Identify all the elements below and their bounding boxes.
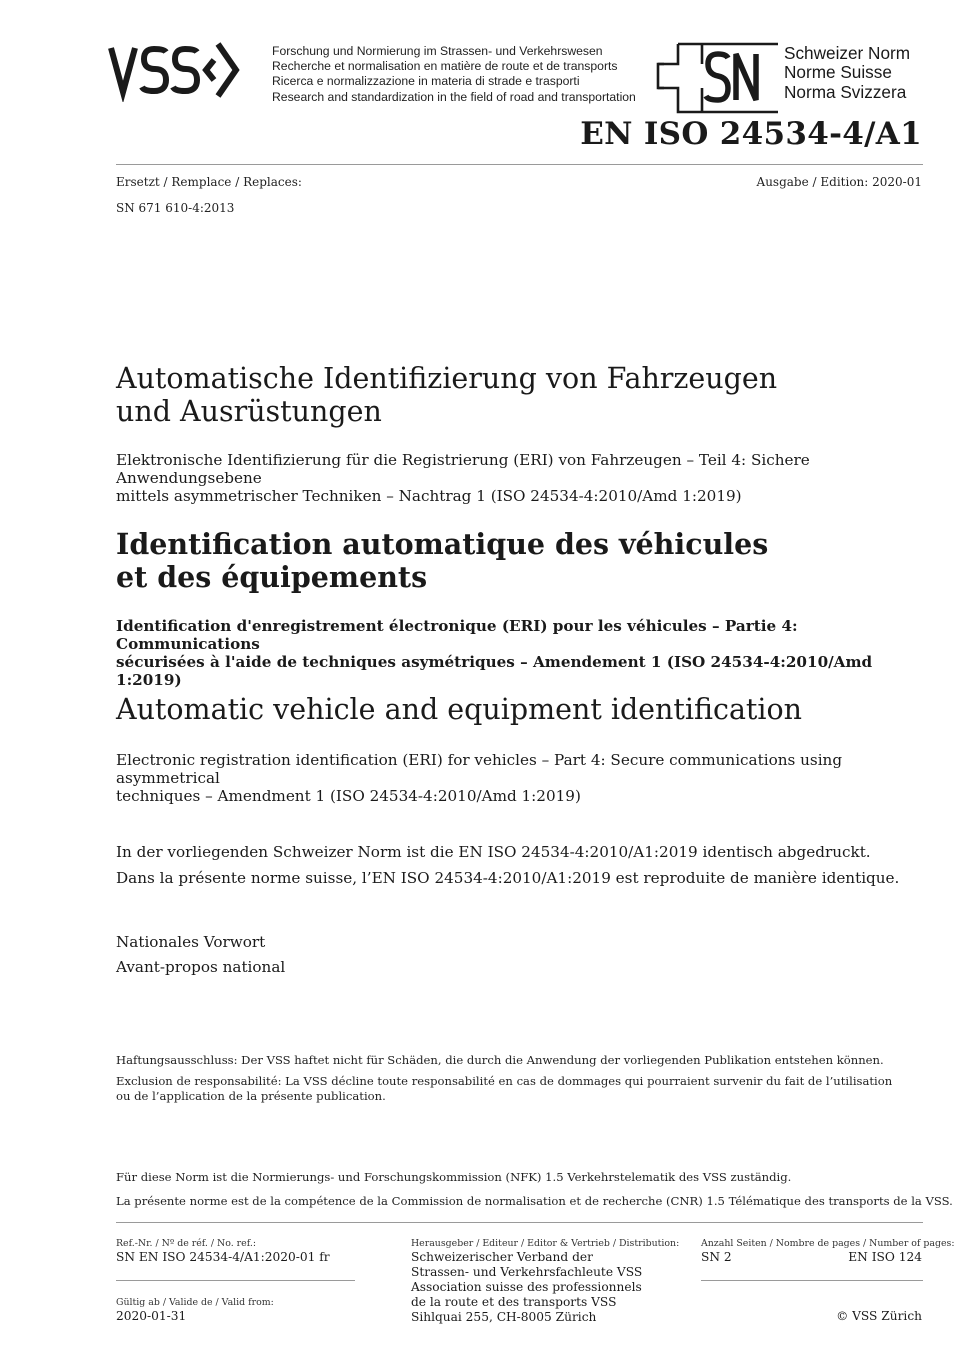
subtitle-de-line-1: Elektronische Identifizierung für die Registrierung (ERI) von Fahrzeugen – Teil 4: Sichere Anwendungsebene <box>116 451 810 487</box>
footer-column-1-divider <box>116 1280 355 1281</box>
title-fr <box>116 528 916 594</box>
subtitle-de <box>116 451 916 505</box>
subtitle-en <box>116 751 916 805</box>
publisher-label: Herausgeber / Editeur / Editor & Vertrieb / Distribution: <box>411 1238 680 1249</box>
disclaimer-de: Haftungsausschluss: Der VSS haftet nicht für Schäden, die durch die Anwendung der vorliegenden Publikation entstehen können. <box>116 1053 884 1067</box>
national-foreword-de: Nationales Vorwort <box>116 933 266 951</box>
pages-label: Anzahl Seiten / Nombre de pages / Number of pages: <box>701 1238 955 1249</box>
vss-logo-mark <box>108 40 240 102</box>
vss-tagline-en: Research and standardization in the field of road and transportation <box>272 89 636 104</box>
valid-from-label: Gültig ab / Valide de / Valid from: <box>116 1297 274 1308</box>
subtitle-fr-line-2: sécurisées à l'aide de techniques asymétriques – Amendement 1 (ISO 24534-4:2010/Amd 1:2019) <box>116 653 873 689</box>
replaces-value: SN 671 610-4:2013 <box>116 201 235 215</box>
pages-sn: SN 2 <box>701 1250 732 1264</box>
swiss-cross-sn-mark <box>656 42 778 114</box>
disclaimer-fr-line-1: Exclusion de responsabilité: La VSS décline toute responsabilité en cas de dommages qui pourraient survenir du fait de l’utilisation <box>116 1074 893 1088</box>
title-fr-line-2: et des équipements <box>116 560 428 594</box>
sn-name-de: Schweizer Norm <box>784 43 911 63</box>
sn-name-it: Norma Svizzera <box>784 81 907 102</box>
vss-tagline-fr: Recherche et normalisation en matière de route et de transports <box>272 59 618 74</box>
title-de-line-1: Automatische Identifizierung von Fahrzeugen <box>116 362 778 395</box>
copyright: © VSS Zürich <box>836 1309 922 1323</box>
subtitle-fr <box>116 617 916 689</box>
pages-en: EN ISO 124 <box>848 1250 922 1264</box>
title-fr-line-1: Identification automatique des véhicules <box>116 527 769 561</box>
title-de <box>116 362 916 428</box>
ref-number-value: SN EN ISO 24534-4/A1:2020-01 fr <box>116 1250 330 1264</box>
publisher-line: Strassen- und Verkehrsfachleute VSS <box>411 1264 643 1279</box>
disclaimer-fr-line-2: ou de l’application de la présente publication. <box>116 1088 386 1103</box>
publisher-address <box>411 1250 642 1325</box>
vss-tagline <box>272 44 636 105</box>
publisher-line: de la route et des transports VSS <box>411 1294 617 1309</box>
edition: Ausgabe / Edition: 2020-01 <box>756 175 922 189</box>
responsibility-fr: La présente norme est de la compétence de la Commission de normalisation et de recherche (CNR) 1.5 Télématique des transports de la VSS. <box>116 1194 953 1208</box>
national-foreword-fr: Avant-propos national <box>116 958 286 976</box>
publisher-line: Association suisse des professionnels <box>411 1279 642 1294</box>
replaces-label: Ersetzt / Remplace / Replaces: <box>116 175 302 189</box>
sn-logo <box>656 42 778 118</box>
vss-logo <box>108 40 240 106</box>
footer-column-3-divider <box>701 1280 923 1281</box>
footer-divider <box>116 1222 923 1223</box>
vss-tagline-it: Ricerca e normalizzazione in materia di strade e trasporti <box>272 74 580 89</box>
subtitle-en-line-1: Electronic registration identification (ERI) for vehicles – Part 4: Secure communications using asymmetrical <box>116 751 843 787</box>
subtitle-fr-line-1: Identification d'enregistrement électronique (ERI) pour les véhicules – Partie 4: Communications <box>116 617 798 653</box>
header-divider <box>116 164 923 165</box>
standard-number: EN ISO 24534-4/A1 <box>580 116 922 152</box>
publisher-line: Sihlquai 255, CH-8005 Zürich <box>411 1309 597 1324</box>
valid-from-value: 2020-01-31 <box>116 1309 187 1323</box>
subtitle-en-line-2: techniques – Amendment 1 (ISO 24534-4:2010/Amd 1:2019) <box>116 787 581 805</box>
disclaimer-fr <box>116 1074 893 1103</box>
publisher-line: Schweizerischer Verband der <box>411 1250 593 1264</box>
title-de-line-2: und Ausrüstungen <box>116 395 382 428</box>
title-en-line-1: Automatic vehicle and equipment identification <box>116 693 803 726</box>
identity-statement-de: In der vorliegenden Schweizer Norm ist die EN ISO 24534-4:2010/A1:2019 identisch abgedruckt. <box>116 843 871 861</box>
ref-number-label: Ref.-Nr. / Nº de réf. / No. ref.: <box>116 1238 256 1249</box>
sn-name-fr: Norme Suisse <box>784 62 892 83</box>
identity-statement-fr: Dans la présente norme suisse, l’EN ISO 24534-4:2010/A1:2019 est reproduite de manière identique. <box>116 869 900 887</box>
sn-names <box>784 44 910 102</box>
vss-tagline-de: Forschung und Normierung im Strassen- und Verkehrswesen <box>272 44 603 58</box>
responsibility-de: Für diese Norm ist die Normierungs- und Forschungskommission (NFK) 1.5 Verkehrstelematik des VSS zuständig. <box>116 1170 792 1184</box>
title-en <box>116 693 916 726</box>
subtitle-de-line-2: mittels asymmetrischer Techniken – Nachtrag 1 (ISO 24534-4:2010/Amd 1:2019) <box>116 487 742 505</box>
